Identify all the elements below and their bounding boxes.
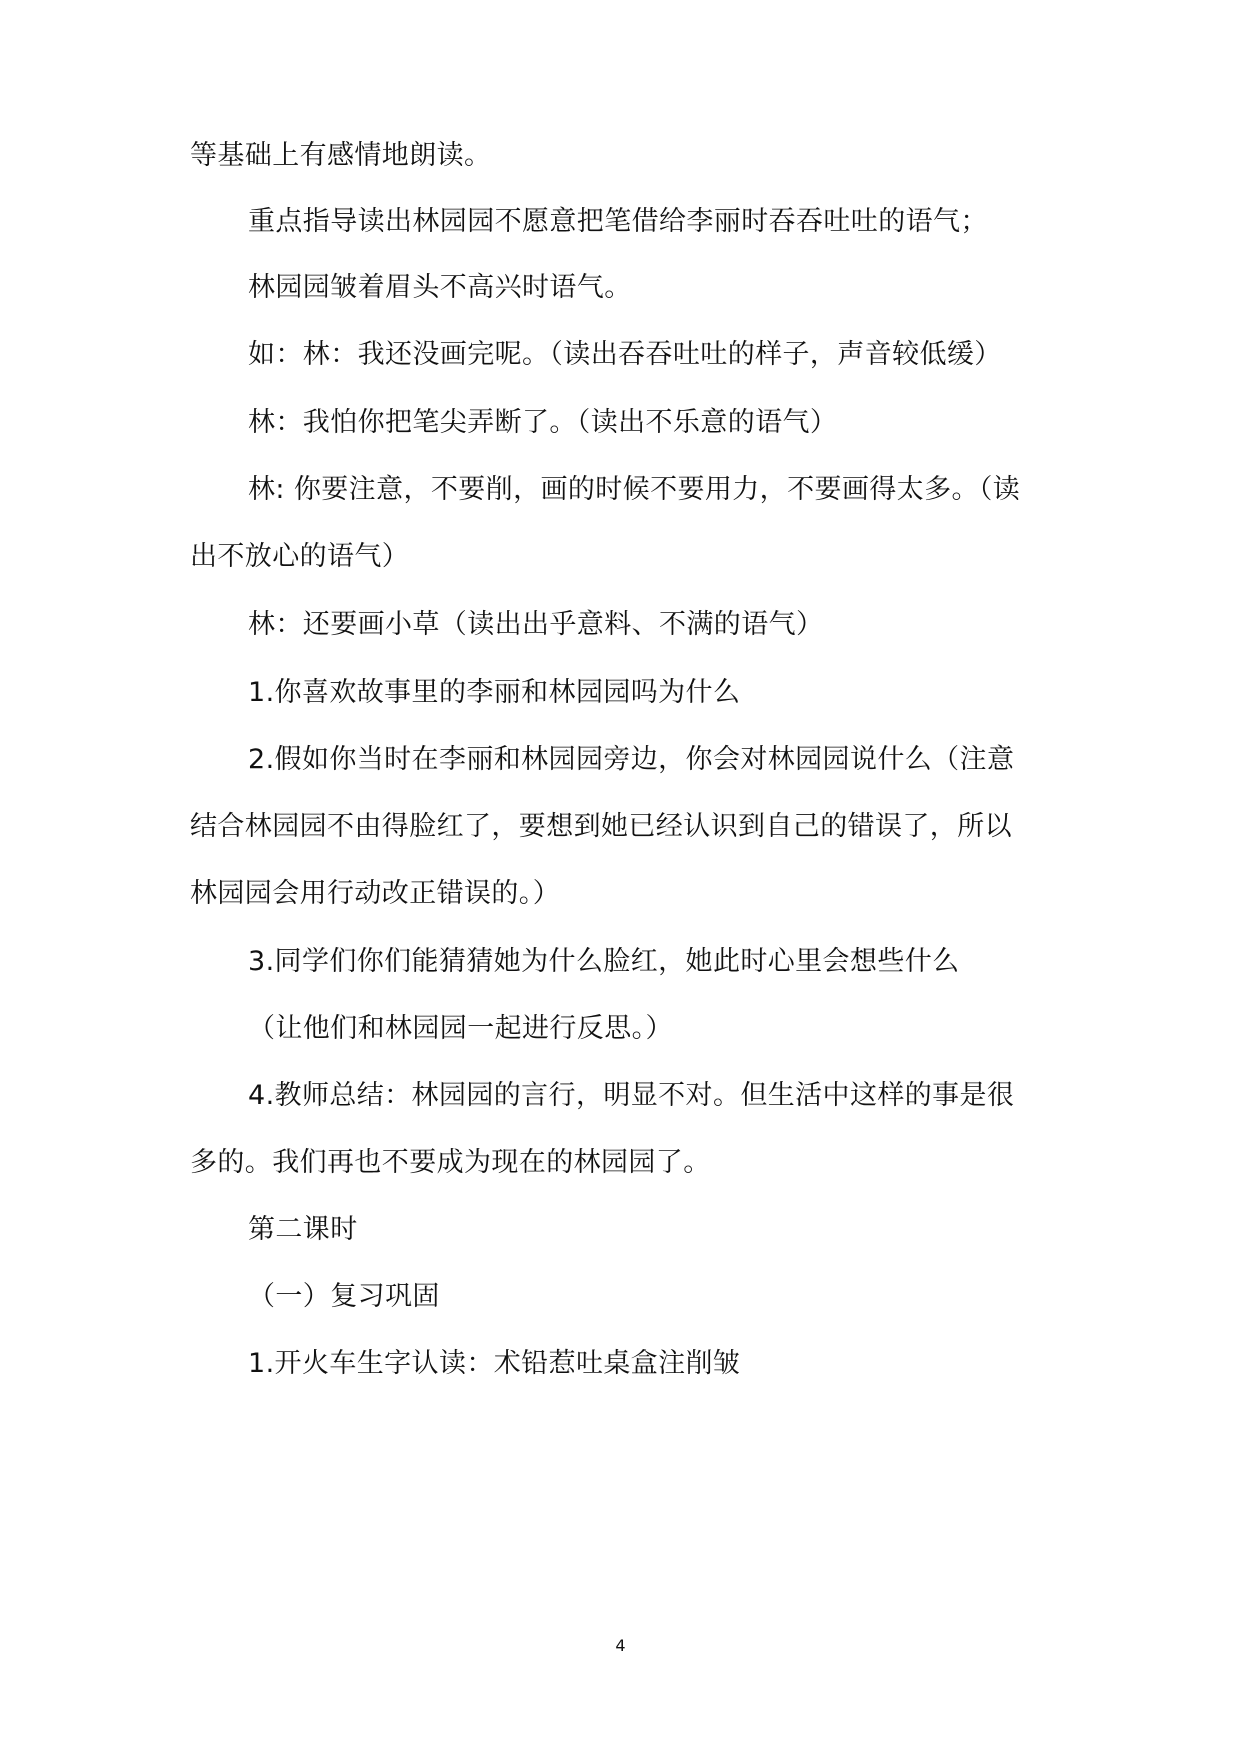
text-line: 出不放心的语气） xyxy=(190,541,410,572)
list-item: 3.同学们你们能猜猜她为什么脸红，她此时心里会想些什么 xyxy=(248,946,960,977)
list-item: 4.教师总结：林园园的言行，明显不对。但生活中这样的事是很 xyxy=(248,1080,1015,1111)
page-number: 4 xyxy=(615,1636,626,1655)
subsection-heading: （一）复习巩固 xyxy=(248,1281,440,1312)
text-line: （让他们和林园园一起进行反思。） xyxy=(248,1013,673,1044)
text-line: 多的。我们再也不要成为现在的林园园了。 xyxy=(190,1147,711,1178)
text-line: 林：还要画小草（读出出乎意料、不满的语气） xyxy=(248,609,824,640)
list-item: 1.你喜欢故事里的李丽和林园园吗为什么 xyxy=(248,677,741,708)
list-item: 1.开火车生字认读：术铅惹吐桌盒注削皱 xyxy=(248,1348,741,1379)
list-item: 2.假如你当时在李丽和林园园旁边，你会对林园园说什么（注意 xyxy=(248,744,1015,775)
section-heading: 第二课时 xyxy=(248,1214,358,1245)
text-line: 林: 你要注意，不要削，画的时候不要用力，不要画得太多。（读 xyxy=(248,474,1021,505)
text-line: 等基础上有感情地朗读。 xyxy=(190,140,492,171)
text-line: 如：林：我还没画完呢。（读出吞吞吐吐的样子，声音较低缓） xyxy=(248,339,1002,370)
text-line: 林园园会用行动改正错误的。） xyxy=(190,878,561,909)
text-line: 重点指导读出林园园不愿意把笔借给李丽时吞吞吐吐的语气； xyxy=(248,206,988,237)
text-line: 结合林园园不由得脸红了，要想到她已经认识到自己的错误了，所以 xyxy=(190,811,1012,842)
text-line: 林：我怕你把笔尖弄断了。（读出不乐意的语气） xyxy=(248,407,838,438)
text-line: 林园园皱着眉头不高兴时语气。 xyxy=(248,272,632,303)
